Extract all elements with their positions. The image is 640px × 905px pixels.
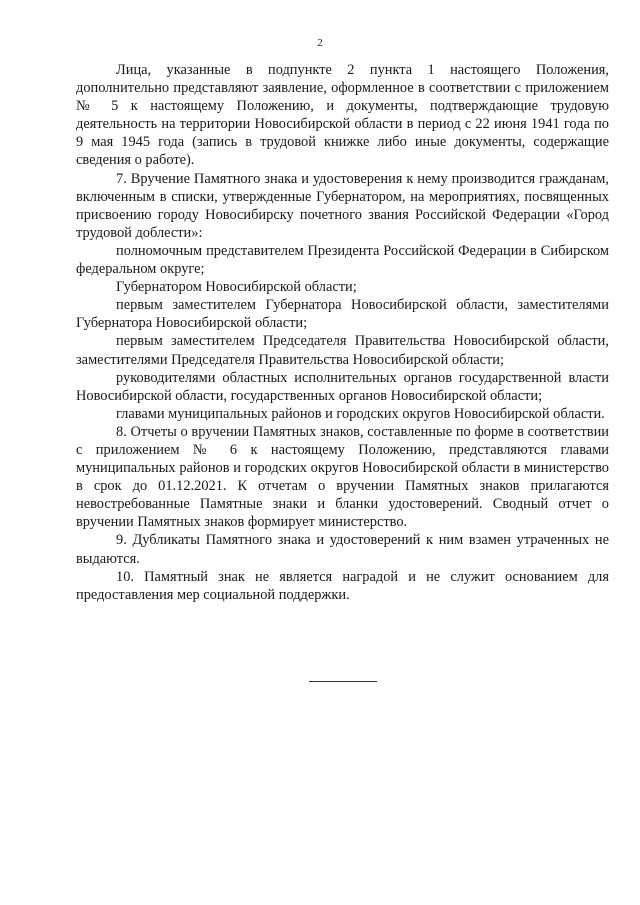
paragraph-item-8: 8. Отчеты о вручении Памятных знаков, составленные по форме в соответствии с приложением № 6 к настоящему Положению, представляются главами муниципальных районов и городских округов Новосибирской области в министерство в срок до 01.12.2021. К отчетам о вручении Памятных знаков прилагаются невостребованные Памятные знаки и бланки удостоверений. Сводный отчет о вручении Памятных знаков формирует министерство. [76,423,609,531]
paragraph-deputy-governors: первым заместителем Губернатора Новосибирской области, заместителями Губернатора Новосибирской области; [76,297,609,332]
paragraph-regional-heads: руководителями областных исполнительных органов государственной власти Новосибирской области, государственных органов Новосибирской области; [76,369,609,404]
paragraph-municipal-heads: главами муниципальных районов и городских округов Новосибирской области. [116,405,605,422]
paragraph-deputy-chairmen: первым заместителем Председателя Правительства Новосибирской области, заместителями Председателя Правительства Новосибирской области; [76,333,609,368]
page-number: 2 [317,37,323,49]
document-body [76,61,609,604]
paragraph-presidential-envoy: полномочным представителем Президента Российской Федерации в Сибирском федеральном округе; [76,242,609,278]
end-rule [309,681,377,682]
paragraph-governor: Губернатором Новосибирской области; [116,279,357,296]
paragraph-item-7: 7. Вручение Памятного знака и удостоверения к нему производится гражданам, включенным в списки, утвержденные Губернатором, на мероприятиях, посвященных присвоению городу Новосибирску почетного звания Российской Федерации «Город трудовой доблести»: [76,170,609,241]
paragraph-item-9: 9. Дубликаты Памятного знака и удостоверений к ним взамен утраченных не выдаются. [76,532,609,567]
paragraph-additional-documents: Лица, указанные в подпункте 2 пункта 1 настоящего Положения, дополнительно представляют заявление, оформленное в соответствии с приложением № 5 к настоящему Положению, и документы, подтверждающие трудовую деятельность на территории Новосибирской области в период с 22 июня 1941 года по 9 мая 1945 года (запись в трудовой книжке либо иные документы, содержащие сведения о работе). [76,62,609,169]
paragraph-item-10: 10. Памятный знак не является наградой и не служит основанием для предоставления мер социальной поддержки. [76,568,609,603]
